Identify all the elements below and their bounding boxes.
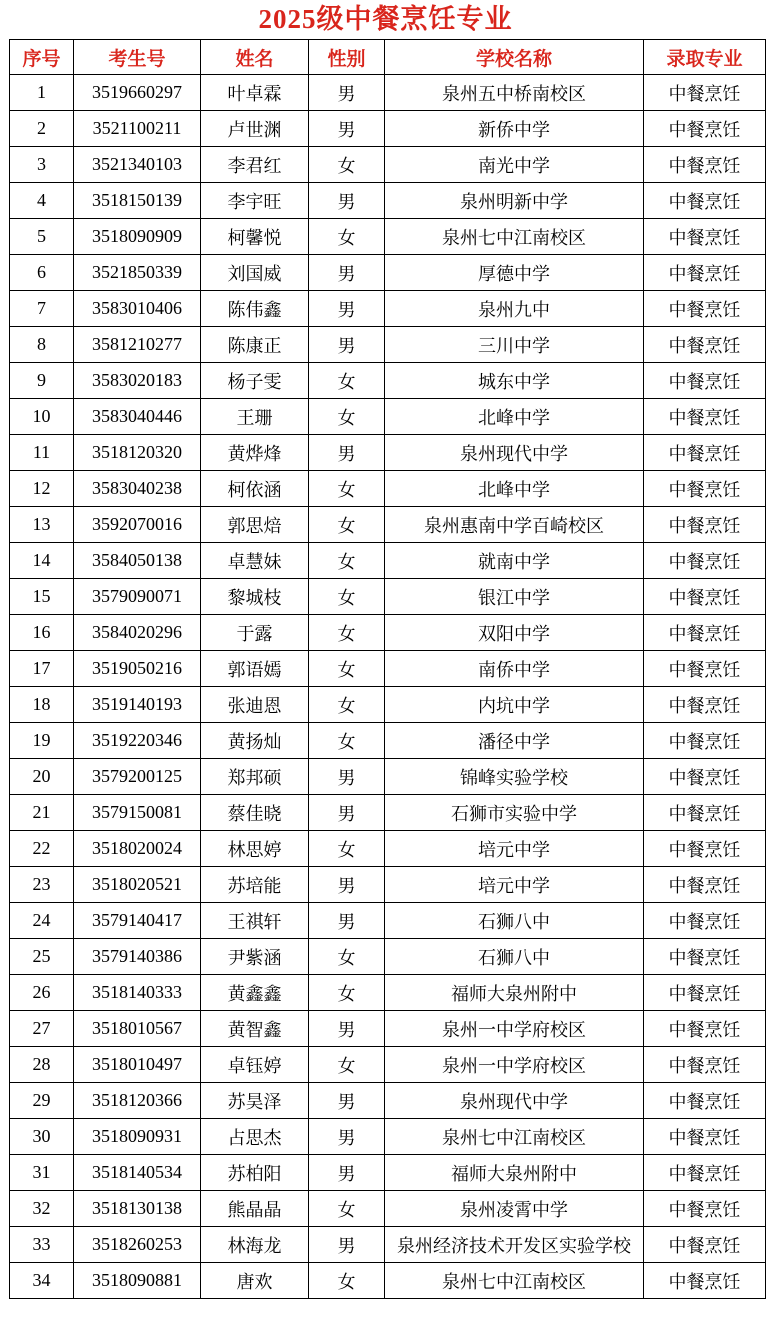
table-row bbox=[10, 759, 766, 795]
cell-gender: 女 bbox=[309, 363, 385, 399]
cell-gender: 女 bbox=[309, 615, 385, 651]
cell-exam-number: 3521850339 bbox=[74, 255, 201, 291]
cell-index: 19 bbox=[10, 723, 74, 759]
cell-name: 唐欢 bbox=[201, 1263, 309, 1299]
cell-gender: 女 bbox=[309, 975, 385, 1011]
cell-exam-number: 3518020521 bbox=[74, 867, 201, 903]
cell-major: 中餐烹饪 bbox=[644, 399, 766, 435]
cell-name: 黄智鑫 bbox=[201, 1011, 309, 1047]
cell-exam-number: 3518090909 bbox=[74, 219, 201, 255]
cell-name: 苏培能 bbox=[201, 867, 309, 903]
table-header-row bbox=[10, 40, 766, 75]
cell-gender: 男 bbox=[309, 795, 385, 831]
table-row bbox=[10, 687, 766, 723]
column-header-exam-number: 考生号 bbox=[74, 40, 201, 75]
cell-index: 24 bbox=[10, 903, 74, 939]
cell-gender: 男 bbox=[309, 903, 385, 939]
cell-name: 叶卓霖 bbox=[201, 75, 309, 111]
cell-school: 石狮八中 bbox=[385, 903, 644, 939]
cell-major: 中餐烹饪 bbox=[644, 687, 766, 723]
cell-major: 中餐烹饪 bbox=[644, 1119, 766, 1155]
table-row bbox=[10, 291, 766, 327]
cell-name: 陈康正 bbox=[201, 327, 309, 363]
cell-gender: 女 bbox=[309, 831, 385, 867]
cell-exam-number: 3583040238 bbox=[74, 471, 201, 507]
cell-name: 于露 bbox=[201, 615, 309, 651]
cell-school: 培元中学 bbox=[385, 831, 644, 867]
table-row bbox=[10, 723, 766, 759]
cell-school: 泉州五中桥南校区 bbox=[385, 75, 644, 111]
cell-index: 2 bbox=[10, 111, 74, 147]
admission-table bbox=[9, 39, 766, 1299]
cell-name: 卓钰婷 bbox=[201, 1047, 309, 1083]
cell-gender: 女 bbox=[309, 939, 385, 975]
table-row bbox=[10, 435, 766, 471]
cell-index: 13 bbox=[10, 507, 74, 543]
cell-name: 张迪恩 bbox=[201, 687, 309, 723]
cell-index: 4 bbox=[10, 183, 74, 219]
cell-major: 中餐烹饪 bbox=[644, 111, 766, 147]
table-row bbox=[10, 327, 766, 363]
cell-gender: 男 bbox=[309, 75, 385, 111]
cell-index: 10 bbox=[10, 399, 74, 435]
table-row bbox=[10, 1119, 766, 1155]
cell-school: 福师大泉州附中 bbox=[385, 975, 644, 1011]
cell-major: 中餐烹饪 bbox=[644, 1263, 766, 1299]
cell-school: 内坑中学 bbox=[385, 687, 644, 723]
cell-major: 中餐烹饪 bbox=[644, 975, 766, 1011]
cell-exam-number: 3583010406 bbox=[74, 291, 201, 327]
cell-school: 城东中学 bbox=[385, 363, 644, 399]
table-row bbox=[10, 1155, 766, 1191]
table-row bbox=[10, 579, 766, 615]
table-body bbox=[10, 75, 766, 1299]
cell-gender: 女 bbox=[309, 219, 385, 255]
table-row bbox=[10, 831, 766, 867]
cell-school: 泉州经济技术开发区实验学校 bbox=[385, 1227, 644, 1263]
cell-major: 中餐烹饪 bbox=[644, 327, 766, 363]
cell-index: 16 bbox=[10, 615, 74, 651]
cell-school: 南侨中学 bbox=[385, 651, 644, 687]
cell-exam-number: 3518010567 bbox=[74, 1011, 201, 1047]
cell-exam-number: 3518020024 bbox=[74, 831, 201, 867]
cell-name: 李君红 bbox=[201, 147, 309, 183]
table-row bbox=[10, 795, 766, 831]
cell-index: 17 bbox=[10, 651, 74, 687]
cell-exam-number: 3581210277 bbox=[74, 327, 201, 363]
cell-major: 中餐烹饪 bbox=[644, 939, 766, 975]
cell-school: 北峰中学 bbox=[385, 471, 644, 507]
cell-name: 尹紫涵 bbox=[201, 939, 309, 975]
table-row bbox=[10, 1083, 766, 1119]
cell-gender: 女 bbox=[309, 1263, 385, 1299]
cell-index: 27 bbox=[10, 1011, 74, 1047]
cell-name: 王祺轩 bbox=[201, 903, 309, 939]
cell-gender: 男 bbox=[309, 111, 385, 147]
table-row bbox=[10, 255, 766, 291]
cell-index: 20 bbox=[10, 759, 74, 795]
column-header-index: 序号 bbox=[10, 40, 74, 75]
cell-exam-number: 3518120320 bbox=[74, 435, 201, 471]
cell-index: 31 bbox=[10, 1155, 74, 1191]
cell-name: 黄鑫鑫 bbox=[201, 975, 309, 1011]
table-row bbox=[10, 183, 766, 219]
cell-major: 中餐烹饪 bbox=[644, 363, 766, 399]
cell-name: 黄扬灿 bbox=[201, 723, 309, 759]
cell-name: 卢世渊 bbox=[201, 111, 309, 147]
cell-name: 李宇旺 bbox=[201, 183, 309, 219]
table-row bbox=[10, 1227, 766, 1263]
cell-school: 厚德中学 bbox=[385, 255, 644, 291]
cell-school: 银江中学 bbox=[385, 579, 644, 615]
cell-exam-number: 3579140386 bbox=[74, 939, 201, 975]
cell-index: 14 bbox=[10, 543, 74, 579]
cell-gender: 男 bbox=[309, 435, 385, 471]
cell-exam-number: 3519220346 bbox=[74, 723, 201, 759]
cell-name: 柯依涵 bbox=[201, 471, 309, 507]
cell-major: 中餐烹饪 bbox=[644, 795, 766, 831]
cell-exam-number: 3579200125 bbox=[74, 759, 201, 795]
cell-major: 中餐烹饪 bbox=[644, 1155, 766, 1191]
cell-school: 就南中学 bbox=[385, 543, 644, 579]
cell-major: 中餐烹饪 bbox=[644, 435, 766, 471]
cell-index: 9 bbox=[10, 363, 74, 399]
table-row bbox=[10, 615, 766, 651]
cell-name: 林海龙 bbox=[201, 1227, 309, 1263]
cell-gender: 女 bbox=[309, 399, 385, 435]
column-header-gender: 性别 bbox=[309, 40, 385, 75]
cell-name: 郭思焙 bbox=[201, 507, 309, 543]
cell-gender: 男 bbox=[309, 255, 385, 291]
cell-exam-number: 3518150139 bbox=[74, 183, 201, 219]
cell-name: 熊晶晶 bbox=[201, 1191, 309, 1227]
cell-school: 泉州现代中学 bbox=[385, 1083, 644, 1119]
cell-index: 15 bbox=[10, 579, 74, 615]
cell-major: 中餐烹饪 bbox=[644, 651, 766, 687]
cell-name: 杨子雯 bbox=[201, 363, 309, 399]
table-row bbox=[10, 939, 766, 975]
cell-exam-number: 3584020296 bbox=[74, 615, 201, 651]
cell-index: 26 bbox=[10, 975, 74, 1011]
table-row bbox=[10, 651, 766, 687]
cell-major: 中餐烹饪 bbox=[644, 831, 766, 867]
cell-index: 18 bbox=[10, 687, 74, 723]
cell-major: 中餐烹饪 bbox=[644, 615, 766, 651]
cell-index: 29 bbox=[10, 1083, 74, 1119]
cell-exam-number: 3518090931 bbox=[74, 1119, 201, 1155]
table-row bbox=[10, 363, 766, 399]
cell-index: 3 bbox=[10, 147, 74, 183]
cell-exam-number: 3518130138 bbox=[74, 1191, 201, 1227]
cell-exam-number: 3583040446 bbox=[74, 399, 201, 435]
cell-exam-number: 3521100211 bbox=[74, 111, 201, 147]
cell-gender: 男 bbox=[309, 1011, 385, 1047]
cell-exam-number: 3518090881 bbox=[74, 1263, 201, 1299]
cell-name: 郑邦硕 bbox=[201, 759, 309, 795]
cell-major: 中餐烹饪 bbox=[644, 255, 766, 291]
cell-major: 中餐烹饪 bbox=[644, 75, 766, 111]
cell-school: 泉州七中江南校区 bbox=[385, 1119, 644, 1155]
cell-school: 泉州明新中学 bbox=[385, 183, 644, 219]
cell-index: 6 bbox=[10, 255, 74, 291]
cell-major: 中餐烹饪 bbox=[644, 579, 766, 615]
cell-name: 刘国威 bbox=[201, 255, 309, 291]
cell-gender: 女 bbox=[309, 579, 385, 615]
column-header-major: 录取专业 bbox=[644, 40, 766, 75]
table-row bbox=[10, 1047, 766, 1083]
cell-exam-number: 3592070016 bbox=[74, 507, 201, 543]
table-row bbox=[10, 543, 766, 579]
cell-gender: 女 bbox=[309, 543, 385, 579]
cell-major: 中餐烹饪 bbox=[644, 183, 766, 219]
cell-exam-number: 3519660297 bbox=[74, 75, 201, 111]
table-row bbox=[10, 903, 766, 939]
cell-index: 22 bbox=[10, 831, 74, 867]
table-row bbox=[10, 507, 766, 543]
cell-name: 苏柏阳 bbox=[201, 1155, 309, 1191]
cell-major: 中餐烹饪 bbox=[644, 1047, 766, 1083]
cell-major: 中餐烹饪 bbox=[644, 1011, 766, 1047]
cell-exam-number: 3579140417 bbox=[74, 903, 201, 939]
table-row bbox=[10, 1191, 766, 1227]
cell-major: 中餐烹饪 bbox=[644, 507, 766, 543]
cell-index: 8 bbox=[10, 327, 74, 363]
cell-school: 泉州九中 bbox=[385, 291, 644, 327]
cell-name: 林思婷 bbox=[201, 831, 309, 867]
cell-gender: 男 bbox=[309, 183, 385, 219]
table-row bbox=[10, 975, 766, 1011]
cell-name: 苏昊泽 bbox=[201, 1083, 309, 1119]
cell-school: 泉州一中学府校区 bbox=[385, 1047, 644, 1083]
cell-major: 中餐烹饪 bbox=[644, 867, 766, 903]
column-header-name: 姓名 bbox=[201, 40, 309, 75]
cell-gender: 女 bbox=[309, 723, 385, 759]
cell-index: 33 bbox=[10, 1227, 74, 1263]
cell-gender: 男 bbox=[309, 1155, 385, 1191]
cell-gender: 男 bbox=[309, 1119, 385, 1155]
cell-school: 石狮市实验中学 bbox=[385, 795, 644, 831]
cell-gender: 女 bbox=[309, 1191, 385, 1227]
table-row bbox=[10, 219, 766, 255]
cell-exam-number: 3579090071 bbox=[74, 579, 201, 615]
cell-school: 泉州七中江南校区 bbox=[385, 219, 644, 255]
cell-major: 中餐烹饪 bbox=[644, 219, 766, 255]
cell-school: 潘径中学 bbox=[385, 723, 644, 759]
cell-school: 三川中学 bbox=[385, 327, 644, 363]
cell-exam-number: 3518010497 bbox=[74, 1047, 201, 1083]
cell-index: 21 bbox=[10, 795, 74, 831]
cell-gender: 男 bbox=[309, 867, 385, 903]
cell-name: 王珊 bbox=[201, 399, 309, 435]
cell-school: 福师大泉州附中 bbox=[385, 1155, 644, 1191]
cell-gender: 男 bbox=[309, 327, 385, 363]
cell-exam-number: 3579150081 bbox=[74, 795, 201, 831]
cell-name: 柯馨悦 bbox=[201, 219, 309, 255]
cell-index: 23 bbox=[10, 867, 74, 903]
cell-index: 12 bbox=[10, 471, 74, 507]
cell-major: 中餐烹饪 bbox=[644, 759, 766, 795]
cell-exam-number: 3583020183 bbox=[74, 363, 201, 399]
cell-name: 郭语嫣 bbox=[201, 651, 309, 687]
cell-name: 陈伟鑫 bbox=[201, 291, 309, 327]
cell-gender: 男 bbox=[309, 759, 385, 795]
cell-index: 34 bbox=[10, 1263, 74, 1299]
cell-gender: 男 bbox=[309, 1083, 385, 1119]
table-row bbox=[10, 1263, 766, 1299]
cell-school: 泉州现代中学 bbox=[385, 435, 644, 471]
cell-exam-number: 3519140193 bbox=[74, 687, 201, 723]
cell-major: 中餐烹饪 bbox=[644, 1191, 766, 1227]
table-row bbox=[10, 867, 766, 903]
cell-school: 泉州惠南中学百崎校区 bbox=[385, 507, 644, 543]
cell-index: 32 bbox=[10, 1191, 74, 1227]
cell-index: 1 bbox=[10, 75, 74, 111]
cell-major: 中餐烹饪 bbox=[644, 471, 766, 507]
cell-major: 中餐烹饪 bbox=[644, 147, 766, 183]
cell-exam-number: 3521340103 bbox=[74, 147, 201, 183]
cell-name: 黄烨烽 bbox=[201, 435, 309, 471]
cell-school: 石狮八中 bbox=[385, 939, 644, 975]
cell-gender: 女 bbox=[309, 687, 385, 723]
cell-exam-number: 3518260253 bbox=[74, 1227, 201, 1263]
cell-school: 培元中学 bbox=[385, 867, 644, 903]
cell-major: 中餐烹饪 bbox=[644, 723, 766, 759]
cell-school: 北峰中学 bbox=[385, 399, 644, 435]
cell-index: 28 bbox=[10, 1047, 74, 1083]
cell-major: 中餐烹饪 bbox=[644, 1227, 766, 1263]
table-row bbox=[10, 75, 766, 111]
cell-name: 黎城枝 bbox=[201, 579, 309, 615]
cell-school: 泉州凌霄中学 bbox=[385, 1191, 644, 1227]
cell-gender: 女 bbox=[309, 507, 385, 543]
table-row bbox=[10, 399, 766, 435]
cell-exam-number: 3518140333 bbox=[74, 975, 201, 1011]
table-row bbox=[10, 471, 766, 507]
cell-school: 双阳中学 bbox=[385, 615, 644, 651]
cell-index: 25 bbox=[10, 939, 74, 975]
cell-gender: 女 bbox=[309, 1047, 385, 1083]
cell-major: 中餐烹饪 bbox=[644, 291, 766, 327]
cell-gender: 男 bbox=[309, 1227, 385, 1263]
cell-exam-number: 3519050216 bbox=[74, 651, 201, 687]
cell-name: 占思杰 bbox=[201, 1119, 309, 1155]
table-row bbox=[10, 1011, 766, 1047]
cell-gender: 女 bbox=[309, 651, 385, 687]
cell-gender: 女 bbox=[309, 147, 385, 183]
cell-exam-number: 3518140534 bbox=[74, 1155, 201, 1191]
cell-index: 30 bbox=[10, 1119, 74, 1155]
cell-name: 蔡佳晓 bbox=[201, 795, 309, 831]
column-header-school: 学校名称 bbox=[385, 40, 644, 75]
cell-index: 7 bbox=[10, 291, 74, 327]
cell-school: 泉州一中学府校区 bbox=[385, 1011, 644, 1047]
cell-gender: 女 bbox=[309, 471, 385, 507]
cell-exam-number: 3518120366 bbox=[74, 1083, 201, 1119]
cell-school: 新侨中学 bbox=[385, 111, 644, 147]
cell-major: 中餐烹饪 bbox=[644, 1083, 766, 1119]
table-row bbox=[10, 111, 766, 147]
page-title: 2025级中餐烹饪专业 bbox=[258, 4, 513, 34]
cell-school: 南光中学 bbox=[385, 147, 644, 183]
cell-exam-number: 3584050138 bbox=[74, 543, 201, 579]
cell-major: 中餐烹饪 bbox=[644, 903, 766, 939]
cell-gender: 男 bbox=[309, 291, 385, 327]
cell-school: 锦峰实验学校 bbox=[385, 759, 644, 795]
cell-index: 11 bbox=[10, 435, 74, 471]
cell-name: 卓慧妹 bbox=[201, 543, 309, 579]
cell-index: 5 bbox=[10, 219, 74, 255]
cell-school: 泉州七中江南校区 bbox=[385, 1263, 644, 1299]
table-row bbox=[10, 147, 766, 183]
cell-major: 中餐烹饪 bbox=[644, 543, 766, 579]
